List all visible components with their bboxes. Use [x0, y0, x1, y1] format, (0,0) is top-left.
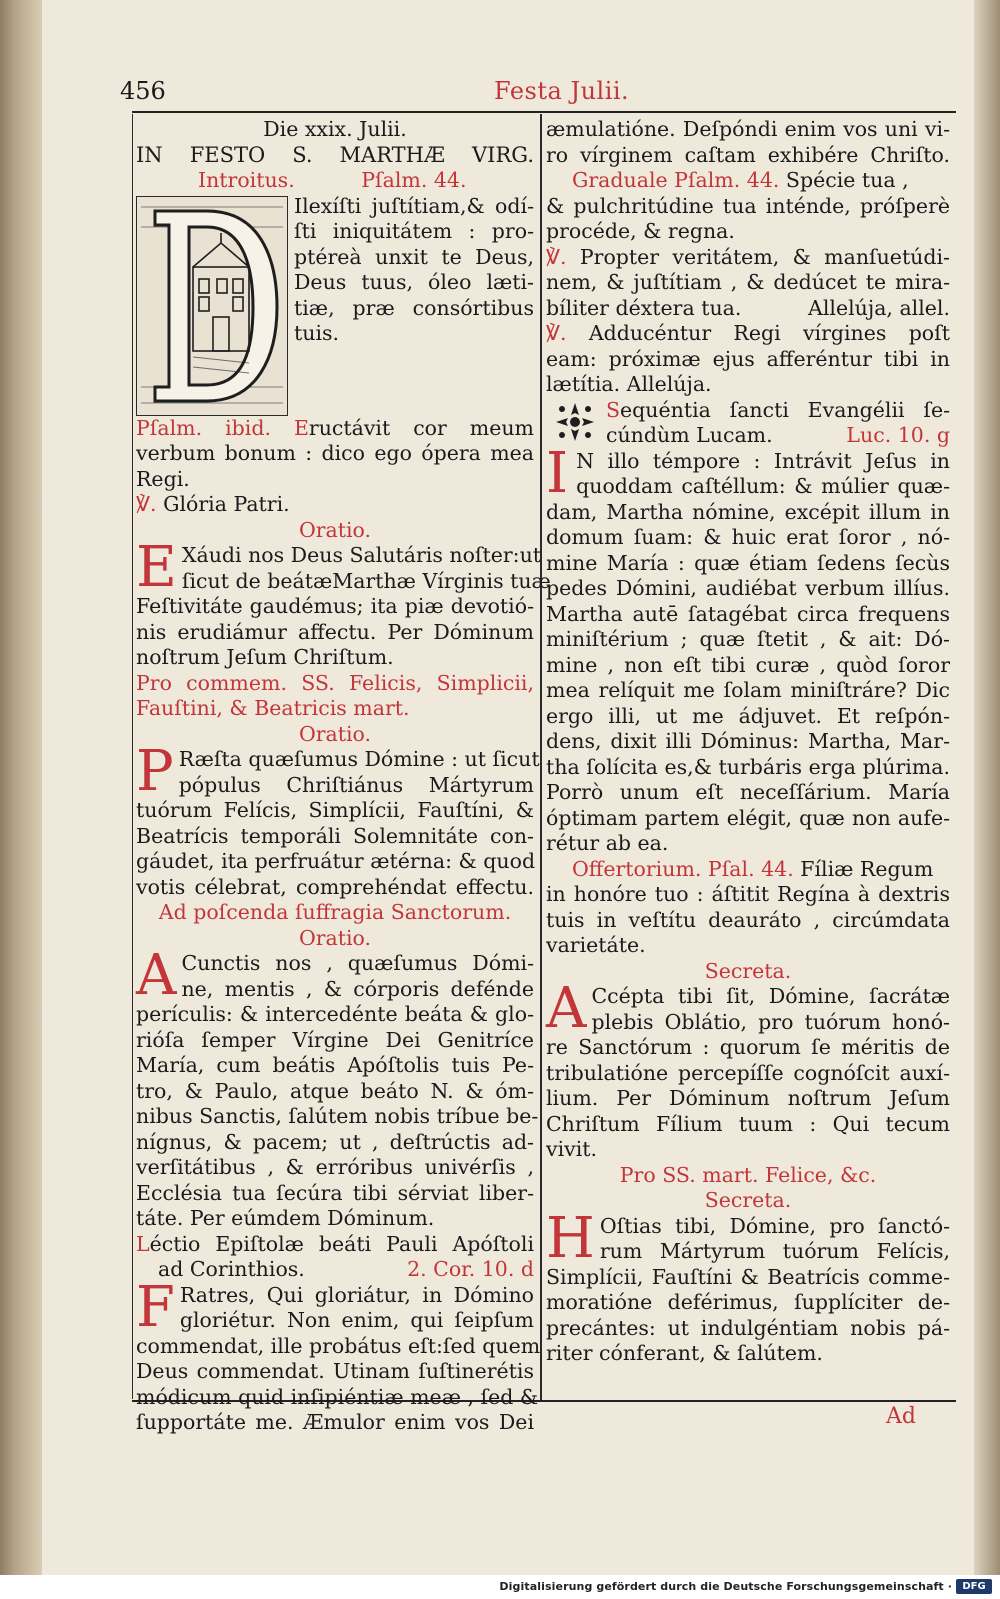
introit-line: tiæ, præ consórtibus [294, 295, 534, 320]
gospel-line: dens, dixit illi Dóminus: Martha, Mar- [546, 729, 950, 753]
secreta-line: riter cónferant, & ſalútem. [546, 1341, 823, 1365]
drop-capital-a: A [546, 976, 587, 1041]
drop-capital-e: E [136, 535, 177, 600]
oratio-line: Beatrícis temporáli Solemnitáte con- [136, 823, 534, 848]
gospel-intro-block [546, 398, 950, 449]
gloria-line [136, 492, 534, 518]
epistle-line: commendat, ille probátus eſt:ſed quem [136, 1333, 541, 1358]
oratio-line: Ræſta quæſumus Dómine : ut ſicut [178, 747, 540, 771]
offertory-line: Fíliæ Regum [800, 856, 934, 881]
offertory-heading-line [546, 857, 950, 883]
oratio-heading: Oratio. [298, 517, 372, 542]
gospel-line: N illo témpore : Intrávit Jeſus in [576, 448, 950, 473]
oratio-heading: Oratio. [298, 721, 372, 746]
oratio-line: rióſa ſemper Vírgine Dei Genitríce [136, 1027, 534, 1052]
oratio-line: nibus Sanctis, ſalútem nobis tríbue be- [136, 1104, 539, 1128]
oratio-line: noſtrum Jeſum Chriſtum. [136, 645, 394, 669]
oratio-line: votis célebrat, comprehéndat effectu. [136, 874, 534, 899]
header-rule [132, 111, 956, 113]
gospel-intro-text: equéntia ſancti Evangélii ſe- [620, 397, 950, 422]
oratio-line: ſicut de beátæMarthæ Vírginis tuæ [181, 568, 551, 593]
offertory-line: varietáte. [546, 933, 646, 957]
oratio-line: Cunctis nos , quæſumus Dómi- [181, 951, 534, 975]
gloria-text: Glória Patri. [163, 492, 290, 516]
gospel-line: óptimam partem elégit, quæ non aufe- [546, 805, 950, 830]
epistle-line: ro vírginem caſtam exhibére Chriſto. [546, 142, 950, 167]
introit-line: Deus tuus, óleo læti- [294, 270, 534, 294]
gospel-line: dam, Martha nómine, excépit illum in [546, 499, 950, 524]
secreta-line: moratióne deférimus, ſupplíciter de- [546, 1290, 950, 1314]
feast-title: IN FESTO S. MARTHÆ VIRG. [136, 142, 534, 167]
oratio-block [136, 943, 539, 1232]
drop-capital-h: H [546, 1205, 595, 1271]
oratio-line: táte. Per eúmdem Dóminum. [136, 1206, 435, 1230]
lectio-heading-line [136, 1232, 534, 1258]
lectio-initial: L [136, 1231, 150, 1256]
oratio-line: pópulus Chriſtiánus Mártyrum [178, 772, 534, 797]
secreta-line: lium. Per Dóminum noſtrum Jeſum [546, 1086, 950, 1110]
lectio-line: éctio Epiſtolæ beáti Pauli Apóſtoli [149, 1231, 534, 1256]
introit-block [136, 194, 534, 416]
gradual-heading-line [546, 168, 950, 194]
secreta-line: Oſtias tibi, Dómine, pro ſanctó- [599, 1213, 950, 1238]
gospel-line: domum ſuam: & huic erat ſoror , nó- [546, 525, 950, 549]
gradual-label: Graduale Pſalm. 44. [572, 168, 780, 192]
suffragia-heading: Ad poſcenda ſuffragia Sanctorum. [158, 900, 512, 924]
secreta-line: Chriſtum Fílium tuum : Qui tecum [546, 1111, 950, 1136]
woodcut-initial-d-icon [136, 196, 288, 416]
versicle-sign: ℣. [136, 492, 157, 516]
oratio-line: Xáudi nos Deus Salutáris noſter:ut [181, 543, 542, 567]
lectio-reference: 2. Cor. 10. d [407, 1257, 534, 1281]
drop-capital-p: P [136, 739, 174, 804]
versicle-text: bíliter déxtera tua. [546, 295, 742, 320]
catchword: Ad [886, 1404, 916, 1429]
psalm-line: Regi. [136, 466, 190, 491]
offertory-line: in honóre tuo : áſtitit Regína à dextris [546, 882, 950, 906]
oratio-line: tuórum Felícis, Simplícii, Fauſtíni, & [136, 798, 534, 822]
versicle-sign: ℣. [546, 244, 567, 269]
introit-line: ptéreà unxit te Deus, [294, 244, 534, 269]
psalm-initial: E [293, 415, 309, 440]
versicle-line: eam: próximæ ejus afferéntur tibi in [546, 346, 950, 371]
lectio-heading-line [136, 1257, 534, 1283]
offertory-line: tuis in veſtítu deauráto , circúmdata [546, 907, 950, 932]
gospel-line: ergo illi, ut me ádjuvet. Et reſpón- [546, 703, 950, 728]
right-column [546, 117, 950, 1367]
introit-reference: Pſalm. 44. [361, 168, 467, 192]
cross-ornament-icon [554, 401, 596, 443]
secreta-line: precántes: ut indulgéntiam nobis pá- [546, 1315, 950, 1340]
versicle-text: Propter veritátem, & manſuetúdi- [579, 244, 950, 269]
oratio-line: Feſtivitáte gaudémus; ita piæ devotió- [136, 594, 534, 618]
secreta-line: tribulatióne percepíſſe cognóſcit auxí- [546, 1060, 950, 1085]
gospel-reference: Luc. 10. g [846, 423, 950, 447]
book-edge-right [974, 0, 1000, 1575]
introit-label: Introitus. [198, 168, 295, 192]
secreta-line: rum Mártyrum tuórum Felícis, [599, 1239, 950, 1263]
versicle-line: nem, & juſtítiam , & dedúcet te mira- [546, 270, 950, 294]
secreta-line: vivit. [546, 1137, 598, 1161]
versicle-line [546, 321, 950, 347]
introit-line: Ilexíſti juſtítiam,& odí- [294, 193, 534, 218]
secreta-line: Simplícii, Fauſtíni & Beatrícis comme- [546, 1264, 950, 1289]
gradual-line: procéde, & regna. [546, 219, 735, 243]
gospel-line: mine , non eſt tibi curæ , quòd ſoror [546, 652, 950, 677]
oratio-line: gáudet, ita perfruátur ætérna: & quod [136, 849, 536, 873]
oratio-block [136, 535, 551, 671]
oratio-line: ne, mentis , & córporis defénde [181, 976, 534, 1001]
psalm-line: ructávit cor meum [308, 415, 534, 440]
gospel-line: mea relíquit me ſolam miniſtráre? Dic [546, 678, 950, 702]
oratio-block [136, 739, 540, 900]
versicle-sign: ℣. [546, 321, 567, 345]
lectio-line: ad Corinthios. [158, 1257, 305, 1281]
epistle-line: ſupportáte me. Æmulor enim vos Dei [136, 1410, 534, 1434]
gospel-intro-text: cúndùm Lucam. [606, 423, 773, 447]
column-divider [540, 114, 542, 1400]
footer-credit: Digitalisierung gefördert durch die Deutsche Forschungsgemeinschaft · [499, 1580, 952, 1593]
gospel-line: Porrò unum eſt neceſſárium. María [546, 780, 950, 804]
dfg-logo: DFG [956, 1579, 992, 1594]
oratio-line: verſitátibus , & erróribus univérſis , [136, 1155, 534, 1179]
psalm-heading-line [136, 416, 534, 442]
versicle-line [546, 296, 950, 322]
gradual-line: Spécie tua , [785, 168, 909, 192]
introit-line: tuis. [294, 321, 340, 345]
versicle-line [546, 245, 950, 271]
oratio-line: María, cum beátis Apóſtolis tuis Pe- [136, 1053, 534, 1077]
gospel-line: tha ſolícita es,& turbáris erga plúrima. [546, 754, 950, 779]
epistle-block [136, 1274, 541, 1436]
gospel-block [546, 440, 950, 857]
oratio-line: nis erudiámur affectu. Per Dóminum [136, 619, 534, 644]
secreta-heading: Secreta. [704, 1188, 792, 1212]
secreta-line: Ccépta tibi ſit, Dómine, ſacrátæ [591, 984, 950, 1008]
martyrs-heading: Pro SS. mart. Felice, &c. [619, 1162, 877, 1187]
epistle-line: gloriétur. Non enim, qui ſeipſum [179, 1308, 534, 1332]
secreta-line: re Sanctórum : quorum ſe méritis de [546, 1035, 950, 1059]
digitization-footer [0, 1575, 1000, 1599]
gospel-line: mine María : quæ étiam ſedens ſecùs [546, 550, 950, 575]
drop-capital-f: F [136, 1274, 175, 1340]
epistle-line: æmulatióne. Deſpóndi enim vos uni vi- [546, 117, 950, 141]
oratio-heading: Oratio. [298, 925, 372, 950]
drop-capital-a: A [136, 943, 177, 1008]
introit-heading [136, 168, 534, 194]
epistle-line: Deus commendat. Utinam ſuſtinerétis [136, 1359, 534, 1383]
epistle-line: módicum quid inſipiéntiæ meæ , ſed & [136, 1384, 539, 1409]
oratio-line: perículis: & intercedénte beáta & glo- [136, 1002, 534, 1026]
gospel-intro-line [546, 423, 950, 449]
gospel-line: miniſtérium ; quæ ſtetit , & ait: Dó- [546, 627, 950, 651]
versicle-line: lætítia. Allelúja. [546, 372, 712, 396]
secreta-block [546, 976, 950, 1163]
commemoration-heading: Pro commem. SS. Felicis, Simplicii, [136, 670, 534, 695]
secreta-heading: Secreta. [704, 958, 792, 983]
commemoration-heading: Fauſtini, & Beatricis mart. [136, 696, 410, 720]
gospel-line: quoddam caſtéllum: & múlier quæ- [576, 474, 950, 498]
secreta-line: plebis Oblátio, pro tuórum honó- [591, 1009, 950, 1034]
gospel-intro-line [546, 398, 950, 424]
epistle-line: Ratres, Qui gloriátur, in Dómino [179, 1282, 534, 1307]
gospel-line: pedes Dómini, audiébat verbum illíus. [546, 576, 950, 600]
gradual-line: & pulchritúdine tua inténde, próſperè [546, 193, 950, 218]
gospel-line: Martha autē ſatagébat circa frequens [546, 601, 950, 626]
alleluia-inline: Allelúja, allel. [808, 295, 950, 320]
oratio-line: nígnus, & pacem; ut , deſtrúctis ad- [136, 1129, 534, 1154]
oratio-line: tro, & Paulo, atque beáto N. & óm- [136, 1078, 534, 1103]
versicle-text: Adducéntur Regi vírgines poſt [588, 321, 950, 345]
gospel-intro-initial: S [606, 397, 621, 422]
offertory-label: Offertorium. Pſal. 44. [572, 856, 794, 881]
left-column [136, 117, 551, 1436]
secreta-block [546, 1205, 950, 1367]
book-edge-left [0, 0, 42, 1575]
psalm-label: Pſalm. ibid. [136, 415, 271, 440]
gospel-line: rétur ab ea. [546, 831, 669, 855]
feast-date: Die xxix. Julii. [263, 117, 407, 141]
introit-line: ſti iniquitátem : pro- [294, 219, 534, 243]
running-head: Festa Julii. [494, 77, 630, 105]
oratio-line: Ecclésia tua ſecúra tibi sérviat liber- [136, 1180, 534, 1205]
psalm-line: verbum bonum : dico ego ópera mea [136, 441, 534, 465]
page-number: 456 [120, 77, 166, 105]
drop-capital-i: I [546, 440, 569, 506]
